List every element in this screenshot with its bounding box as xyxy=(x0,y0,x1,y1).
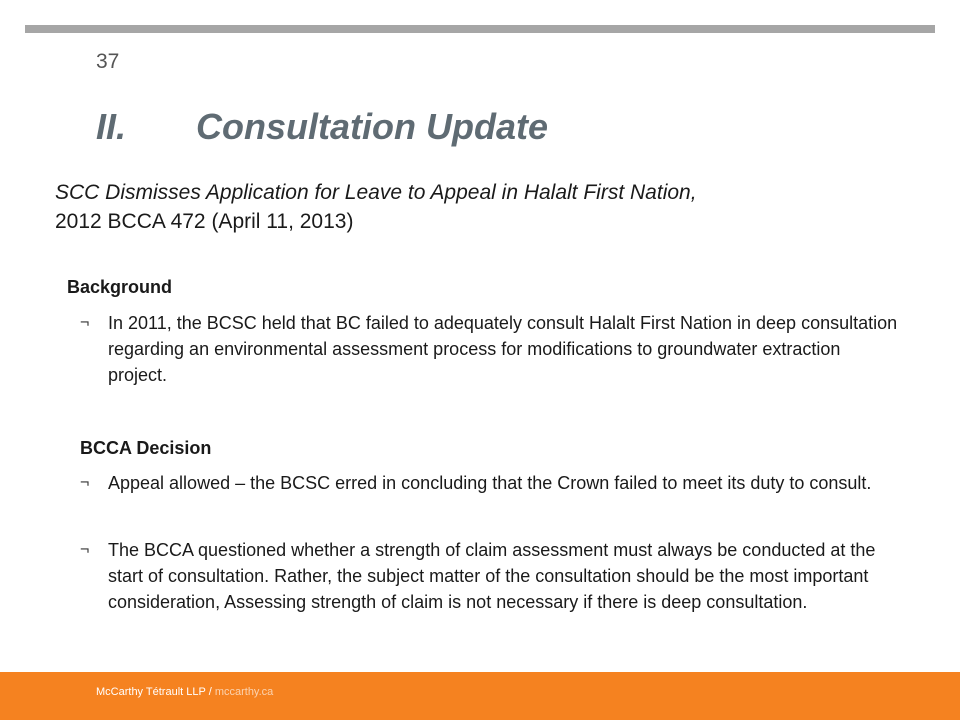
footer-text xyxy=(96,686,273,698)
bullet-item xyxy=(80,310,900,388)
bullet-text: In 2011, the BCSC held that BC failed to adequately consult Halalt First Nation in deep consultation regarding an environmental assessment process for modifications to groundwater extraction project. xyxy=(108,313,898,385)
bullet-item xyxy=(80,470,900,496)
slide-number: 37 xyxy=(96,50,120,73)
slide-title-text: Consultation Update xyxy=(196,106,548,147)
subtitle-case-name: SCC Dismisses Application for Leave to Appeal in Halalt First Nation, xyxy=(55,181,697,204)
section-heading-bcca-decision: BCCA Decision xyxy=(80,438,212,458)
footer-bar xyxy=(0,672,960,720)
slide-subtitle xyxy=(55,178,915,236)
top-divider-bar xyxy=(25,25,935,33)
slide-title xyxy=(96,106,548,148)
slide-title-numeral: II. xyxy=(96,106,127,147)
bullet-mark: ¬ xyxy=(80,314,90,331)
subtitle-citation: 2012 BCCA 472 (April 11, 2013) xyxy=(55,210,354,233)
bullet-text: The BCCA questioned whether a strength of claim assessment must always be conducted at the start of consultation. Rather, the subject matter of the consultation should be the most important consideration, Assessing strength of claim is not necessary if there is deep consultation. xyxy=(108,540,876,612)
footer-website-link[interactable]: mccarthy.ca xyxy=(214,686,274,698)
bullet-mark: ¬ xyxy=(80,541,90,558)
bullet-item xyxy=(80,537,900,615)
footer-firm-name: McCarthy Tétrault LLP xyxy=(96,686,206,698)
section-heading-background: Background xyxy=(67,277,173,297)
bullet-text: Appeal allowed – the BCSC erred in concluding that the Crown failed to meet its duty to consult. xyxy=(108,473,872,493)
bullet-mark: ¬ xyxy=(80,474,90,491)
footer-separator: / xyxy=(205,686,215,698)
